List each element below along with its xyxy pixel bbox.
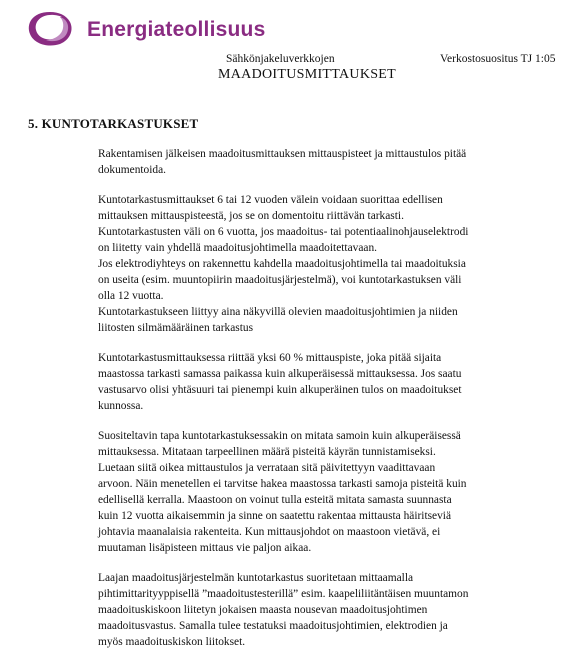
paragraph bbox=[98, 350, 538, 414]
paragraph bbox=[98, 570, 538, 650]
text-line: myös maadoituskiskon liitokset. bbox=[98, 636, 246, 648]
text-line: Suositeltavin tapa kuntotarkastuksessakin on mitata samoin kuin alkuperäisessä bbox=[98, 430, 461, 442]
text-line: mittauksessa. Mitataan tarpeellinen määrä pisteitä käyrän tunnistamiseksi. bbox=[98, 446, 436, 458]
text-line: liitosten silmämääräinen tarkastus bbox=[98, 322, 253, 334]
paragraph bbox=[98, 146, 538, 178]
text-line: Kuntotarkastukseen liittyy aina näkyvillä olevien maadoitusjohtimien ja niiden bbox=[98, 306, 458, 318]
text-line: dokumentoida. bbox=[98, 164, 167, 176]
text-line: Rakentamisen jälkeisen maadoitusmittauksen mittauspisteet ja mittaustulos pitää bbox=[98, 148, 467, 160]
text-line: vastusarvo olisi yhtäsuuri tai pienempi kuin alkuperäinen tulos on maadoitukset bbox=[98, 384, 462, 396]
paragraph bbox=[98, 192, 538, 336]
text-line: pihtimittarityyppisellä ”maadoitustesterillä” esim. kaapeliliitäntäisen muuntamon bbox=[98, 588, 469, 600]
text-line: Luetaan siitä oikea mittaustulos ja verrataan sitä päivitettyyn vaadittavaan bbox=[98, 462, 436, 474]
text-line: muutaman lisäpisteen mittaus vie paljon aikaa. bbox=[98, 542, 312, 554]
text-line: Kuntotarkastusmittaukset 6 tai 12 vuoden välein voidaan suorittaa edellisen bbox=[98, 194, 443, 206]
text-line: olla 12 vuotta. bbox=[98, 290, 164, 302]
text-line: maadoitusvastus. Samalla tulee testatuksi maadoitusjohtimien, elektrodien ja bbox=[98, 620, 448, 632]
text-line: mittauksen mittauspisteestä, jos se on domentoitu riittävän tarkasti. bbox=[98, 210, 404, 222]
text-line: Laajan maadoitusjärjestelmän kuntotarkastus suoritetaan mittaamalla bbox=[98, 572, 414, 584]
energiateollisuus-logo-icon bbox=[20, 6, 80, 54]
document-code: Verkostosuositus TJ 1:05 bbox=[440, 53, 556, 65]
text-line: maadoituskiskoon liitetyn jokaisen maasta nousevan maadoitusjohtimen bbox=[98, 604, 428, 616]
text-line: kunnossa. bbox=[98, 400, 144, 412]
text-line: johtavia maanalaisia rakenteita. Kun mittausjohdot on maastoon vietävä, ei bbox=[98, 526, 441, 538]
section-heading: 5. KUNTOTARKASTUKSET bbox=[28, 116, 199, 131]
text-line: arvoon. Näin menetellen ei tarvitse hakea maastossa tarkasti samoja pisteitä kuin bbox=[98, 478, 467, 490]
text-line: kuin 12 vuotta aikaisemmin ja sinne on saatettu rakentaa mittausta häiritseviä bbox=[98, 510, 452, 522]
text-line: edellisellä kerralla. Maastoon on voinut tulla esteitä mitata samasta suunnasta bbox=[98, 494, 452, 506]
header-subtitle: Sähkönjakeluverkkojen bbox=[226, 53, 335, 65]
section-body bbox=[98, 146, 538, 664]
text-line: Kuntotarkastusten väli on 6 vuotta, jos maadoitus- tai potentiaalinohjauselektrodi bbox=[98, 226, 469, 238]
brand-name: Energiateollisuus bbox=[87, 18, 266, 41]
text-line: Jos elektrodiyhteys on rakennettu kahdella maadoitusjohtimella tai maadoituksia bbox=[98, 258, 466, 270]
paragraph bbox=[98, 428, 538, 556]
text-line: on useita (esim. muuntopiirin maadoitusjärjestelmä), voi kuntotarkastuksen väli bbox=[98, 274, 462, 286]
text-line: on liitetty vain yhdellä maadoitusjohtimella maadoitettavaan. bbox=[98, 242, 377, 254]
text-line: Kuntotarkastusmittauksessa riittää yksi 60 % mittauspiste, joka pitää sijaita bbox=[98, 352, 442, 364]
text-line: maastossa tarkasti samassa paikassa kuin alkuperäisessä mittauksessa. Jos saatu bbox=[98, 368, 462, 380]
document-title: MAADOITUSMITTAUKSET bbox=[218, 67, 397, 82]
